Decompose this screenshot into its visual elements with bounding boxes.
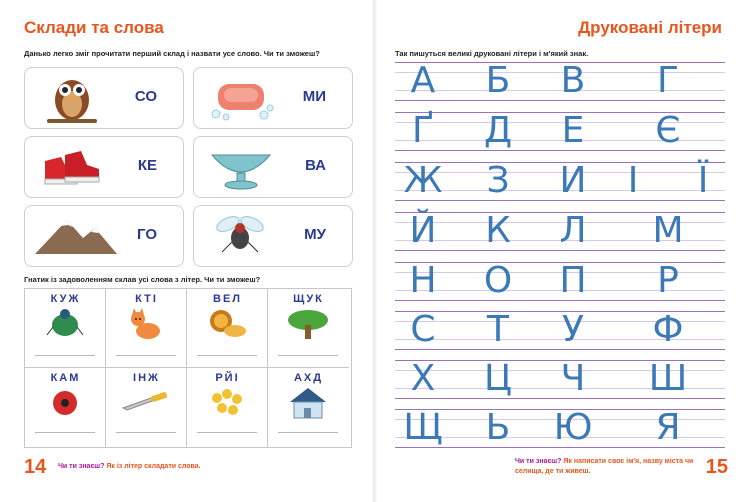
print-letter: Щ bbox=[403, 407, 443, 448]
answer-line bbox=[35, 355, 95, 356]
house-icon bbox=[286, 386, 330, 420]
print-letter: З bbox=[486, 160, 510, 201]
print-letter: Я bbox=[655, 407, 681, 448]
poppy-icon bbox=[45, 386, 85, 420]
print-letter: С bbox=[410, 309, 436, 350]
answer-line bbox=[35, 432, 95, 433]
owl-icon bbox=[37, 70, 107, 126]
mountains-icon bbox=[31, 208, 121, 264]
print-letter: Є bbox=[655, 110, 681, 151]
left-page bbox=[0, 0, 373, 502]
beetle-icon bbox=[45, 307, 85, 341]
print-letter: Г bbox=[657, 60, 679, 101]
print-letter: Ж bbox=[403, 160, 443, 201]
answer-line bbox=[278, 432, 338, 433]
print-letter: Ь bbox=[485, 407, 511, 448]
answer-line bbox=[278, 355, 338, 356]
bowl-icon bbox=[206, 139, 276, 195]
syllable-label: МИ bbox=[302, 88, 326, 105]
print-letter: И bbox=[559, 160, 587, 201]
syllable-label: ВА bbox=[305, 157, 326, 174]
page-number-left: 14 bbox=[24, 456, 47, 478]
syllable-card bbox=[24, 67, 184, 129]
instruction-syllables: Данько легко зміг прочитати перший склад і назвати усе слово. Чи ти зможеш? bbox=[24, 49, 320, 58]
syllable-label: СО bbox=[134, 88, 157, 105]
word-cell bbox=[187, 368, 268, 447]
soap-icon bbox=[206, 70, 276, 126]
print-letter: Ю bbox=[553, 407, 593, 448]
syllable-card bbox=[193, 205, 353, 267]
answer-line bbox=[197, 355, 257, 356]
print-letter: А bbox=[410, 60, 436, 101]
sneakers-icon bbox=[37, 139, 107, 195]
print-letter: Н bbox=[409, 260, 437, 301]
scrambled-word: КТІ bbox=[135, 293, 158, 305]
did-you-know-question: Чи ти знаєш? bbox=[515, 458, 562, 465]
syllable-card bbox=[24, 205, 184, 267]
did-you-know-question: Чи ти знаєш? bbox=[58, 463, 105, 470]
answer-line bbox=[116, 432, 176, 433]
syllable-label: КЕ bbox=[137, 157, 157, 174]
bees-icon bbox=[207, 386, 247, 420]
print-letter: В bbox=[560, 60, 586, 101]
word-grid bbox=[24, 288, 352, 448]
answer-line bbox=[116, 355, 176, 356]
print-letter: Р bbox=[657, 260, 679, 301]
page-title-left: Склади та слова bbox=[24, 18, 164, 37]
word-cell bbox=[25, 368, 106, 447]
print-letter: Ц bbox=[484, 358, 512, 399]
print-letter: Б bbox=[485, 60, 511, 101]
scrambled-word: КАМ bbox=[50, 372, 81, 384]
scrambled-word: ІНЖ bbox=[133, 372, 160, 384]
print-letter: Ґ bbox=[412, 110, 434, 151]
word-cell bbox=[25, 289, 106, 368]
word-cell bbox=[106, 289, 187, 368]
print-letter: Ф bbox=[652, 309, 684, 350]
print-letter: М bbox=[652, 210, 684, 251]
print-letter: Ш bbox=[648, 358, 688, 399]
print-letter: Т bbox=[487, 309, 509, 350]
print-letter: Л bbox=[559, 210, 587, 251]
syllable-label: ГО bbox=[137, 226, 157, 243]
did-you-know-answer: Як із літер складати слова. bbox=[106, 463, 201, 470]
syllable-card bbox=[193, 67, 353, 129]
tree-icon bbox=[286, 307, 330, 341]
scrambled-word: РЙІ bbox=[215, 372, 240, 384]
print-letter: Й bbox=[409, 210, 437, 251]
print-letter: Д bbox=[483, 110, 513, 151]
answer-line bbox=[197, 432, 257, 433]
print-letter: Ч bbox=[560, 358, 586, 399]
print-letter: П bbox=[559, 260, 587, 301]
instruction-print-letters: Так пишуться великі друковані літери і м'який знак. bbox=[395, 49, 589, 58]
knife-icon bbox=[121, 386, 171, 420]
word-cell bbox=[187, 289, 268, 368]
word-cell bbox=[106, 368, 187, 447]
scrambled-word: КУЖ bbox=[50, 293, 81, 305]
page-title-right: Друковані літери bbox=[578, 18, 722, 37]
word-cell bbox=[268, 368, 349, 447]
syllable-card bbox=[24, 136, 184, 198]
scrambled-word: ВЕЛ bbox=[213, 293, 242, 305]
did-you-know-right bbox=[515, 457, 703, 477]
page-number-right: 15 bbox=[705, 456, 728, 478]
print-letter: У bbox=[562, 309, 584, 350]
print-letter: Х bbox=[410, 358, 436, 399]
instruction-letters: Гнатик із задоволенням склав усі слова з літер. Чи ти зможеш? bbox=[24, 275, 261, 284]
did-you-know-left bbox=[58, 463, 201, 470]
lion-icon bbox=[207, 307, 247, 341]
print-letter: Е bbox=[561, 110, 585, 151]
syllable-card bbox=[193, 136, 353, 198]
syllable-label: МУ bbox=[304, 226, 326, 243]
scrambled-word: АХД bbox=[293, 372, 324, 384]
did-you-know-answer: Як написати своє ім'я, назву міста чи селища, де ти живеш. bbox=[515, 458, 694, 475]
print-letter: О bbox=[483, 260, 513, 301]
print-letter: К bbox=[485, 210, 511, 251]
cat-icon bbox=[126, 307, 166, 341]
word-cell bbox=[268, 289, 349, 368]
scrambled-word: ЩУК bbox=[293, 293, 324, 305]
fly-icon bbox=[206, 208, 276, 264]
print-letter: Ї bbox=[697, 160, 709, 201]
print-letter: І bbox=[627, 160, 639, 201]
